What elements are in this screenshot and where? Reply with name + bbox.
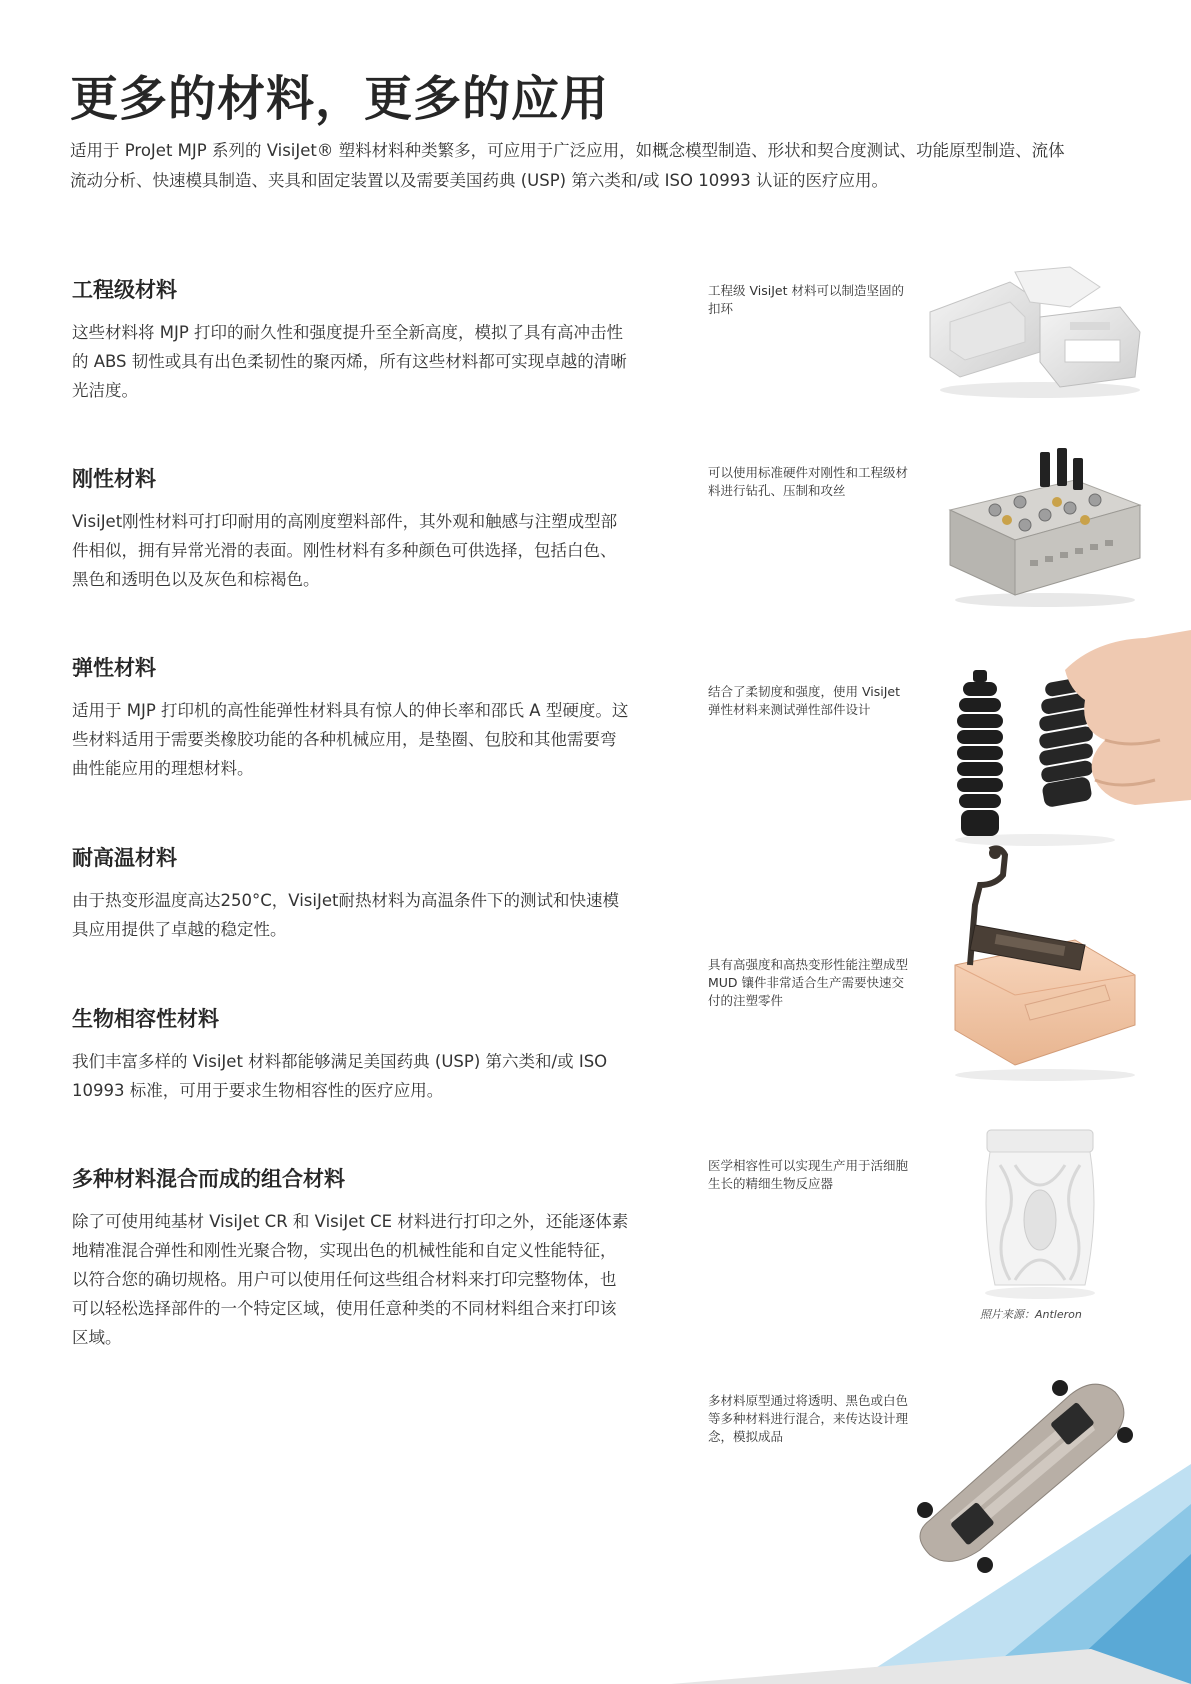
- section-biocompatible: [72, 1003, 632, 1105]
- section-body: 这些材料将 MJP 打印的耐久性和强度提升至全新高度，模拟了具有高冲击性的 ABS 韧性或具有出色柔韧性的聚丙烯，所有这些材料都可实现卓越的清晰光洁度。: [72, 323, 627, 400]
- rubber-bellows-icon: [945, 630, 1191, 850]
- rigid-block-icon: [945, 440, 1145, 610]
- caption-skateboard: 多材料原型通过将透明、黑色或白色等多种材料进行混合，来传达设计理念，模拟成品: [708, 1393, 909, 1444]
- section-high-temp: [72, 842, 632, 944]
- section-body: 由于热变形温度高达250°C，VisiJet耐热材料为高温条件下的测试和快速模具应用提供了卓越的稳定性。: [72, 891, 619, 939]
- bioreactor-icon: [975, 1125, 1105, 1300]
- section-body: 适用于 MJP 打印机的高性能弹性材料具有惊人的伸长率和邵氏 A 型硬度。这些材料适用于需要类橡胶功能的各种机械应用，是垫圈、包胶和其他需要弯曲性能应用的理想材料。: [72, 701, 629, 778]
- caption-mud-insert: 具有高强度和高热变形性能注塑成型 MUD 镶件非常适合生产需要快速交付的注塑零件: [708, 957, 909, 1008]
- section-heading: 生物相容性材料: [72, 1007, 219, 1031]
- section-heading: 刚性材料: [72, 467, 156, 491]
- section-body: 我们丰富多样的 VisiJet 材料都能够满足美国药典 (USP) 第六类和/或 ISO 10993 标准，可用于要求生物相容性的医疗应用。: [72, 1052, 608, 1100]
- section-elastomeric: [72, 652, 632, 783]
- intro-paragraph: 适用于 ProJet MJP 系列的 VisiJet® 塑料材料种类繁多，可应用于广泛应用，如概念模型制造、形状和契合度测试、功能原型制造、流体流动分析、快速模具制造、夹具和固定装置以及需要美国药典 (USP) 第六类和/或 ISO 10993 认证的医疗应用。: [70, 141, 1065, 190]
- caption-bioreactor: 医学相容性可以实现生产用于活细胞生长的精细生物反应器: [708, 1158, 909, 1191]
- section-heading: 多种材料混合而成的组合材料: [72, 1167, 345, 1191]
- corner-decoration: [671, 1464, 1191, 1684]
- section-heading: 弹性材料: [72, 656, 156, 680]
- section-engineering: [72, 274, 632, 405]
- section-body: 除了可使用纯基材 VisiJet CR 和 VisiJet CE 材料进行打印之外，还能逐体素地精准混合弹性和刚性光聚合物，实现出色的机械性能和自定义性能特征，以符合您的确切规格。用户可以使用任何这些组合材料来打印完整物体，也可以轻松选择部件的一个特定区域，使用任意种类的不同材料组合来打印该区域。: [72, 1212, 629, 1347]
- mud-insert-icon: [935, 845, 1145, 1085]
- caption-rigid-block: 可以使用标准硬件对刚性和工程级材料进行钻孔、压制和攻丝: [708, 465, 909, 498]
- page-title: 更多的材料，更多的应用: [70, 71, 610, 127]
- caption-bellows: 结合了柔韧度和强度，使用 VisiJet 弹性材料来测试弹性部件设计: [708, 684, 900, 717]
- section-composite: [72, 1163, 632, 1352]
- section-body: VisiJet刚性材料可打印耐用的高刚度塑料部件，其外观和触感与注塑成型部件相似，拥有异常光滑的表面。刚性材料有多种颜色可供选择，包括白色、黑色和透明色以及灰色和棕褐色。: [72, 512, 618, 589]
- section-rigid: [72, 463, 632, 594]
- photo-credit: 照片来源：Antleron: [980, 1308, 1082, 1321]
- section-heading: 耐高温材料: [72, 846, 177, 870]
- caption-buckle: 工程级 VisiJet 材料可以制造坚固的扣环: [708, 283, 904, 316]
- section-heading: 工程级材料: [72, 278, 177, 302]
- buckle-icon: [920, 262, 1150, 402]
